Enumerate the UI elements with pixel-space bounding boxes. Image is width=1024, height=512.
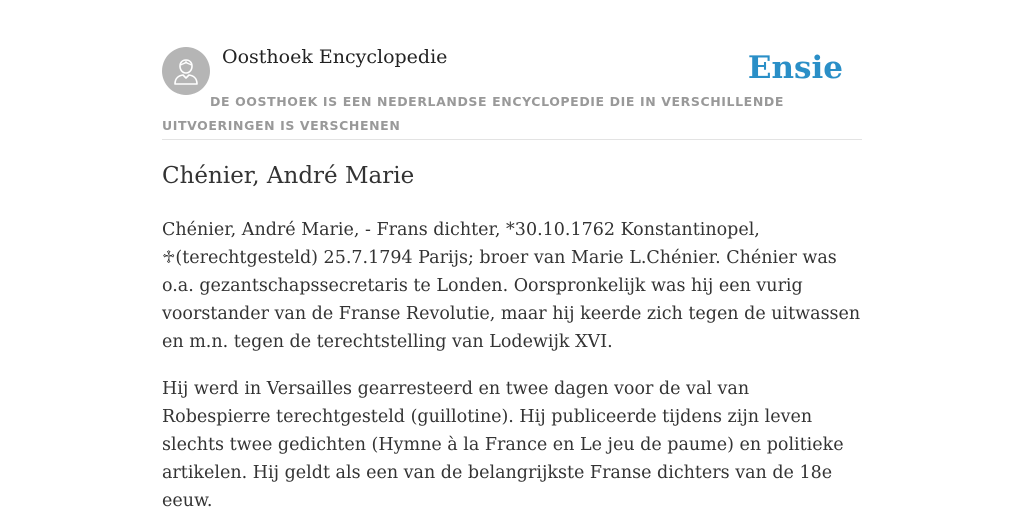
ensie-logo[interactable]: Ensie — [747, 50, 843, 86]
avatar[interactable] — [162, 47, 210, 95]
source-tagline: DE OOSTHOEK IS EEN NEDERLANDSE ENCYCLOPEDIE DIE IN VERSCHILLENDE UITVOERINGEN IS VERSCHENEN — [162, 94, 784, 133]
source-name[interactable]: Oosthoek Encyclopedie — [222, 46, 448, 68]
article-body — [162, 216, 862, 512]
user-icon — [172, 56, 200, 86]
article-title: Chénier, André Marie — [162, 163, 415, 189]
article-paragraph: Hij werd in Versailles gearresteerd en twee dagen voor de val van Robespierre terechtgesteld (guillotine). Hij publiceerde tijdens zijn leven slechts twee gedichten (Hymne à la France en Le jeu de paume) en politieke artikelen. Hij geldt als een van de belangrijkste Franse dichters van de 18e eeuw. — [162, 379, 844, 511]
article-paragraph: Chénier, André Marie, - Frans dichter, *30.10.1762 Konstantinopel, ♱(terechtgesteld) 25.7.1794 Parijs; broer van Marie L.Chénier. Chénier was o.a. gezantschapssecretaris te Londen. Oorspronkelijk was hij een vurig voorstander van de Franse Revolutie, maar hij keerde zich tegen de uitwassen en m.n. tegen de terechtstelling van Lodewijk XVI. — [162, 220, 861, 352]
header-divider — [162, 139, 862, 140]
